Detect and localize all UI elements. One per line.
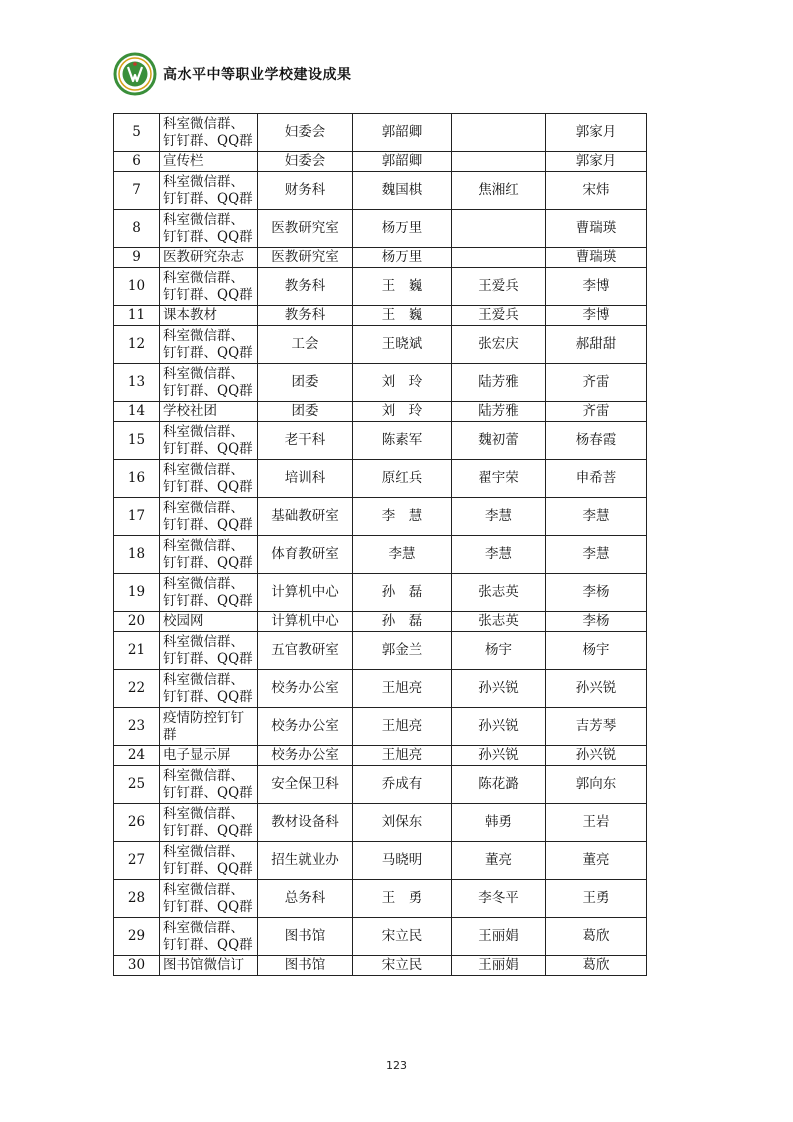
table-row — [114, 402, 647, 422]
person3-cell: 宋炜 — [546, 172, 647, 210]
table-row — [114, 670, 647, 708]
department-cell: 团委 — [258, 402, 353, 422]
school-emblem-icon — [113, 52, 157, 96]
item-name-cell: 课本教材 — [160, 306, 258, 326]
department-cell: 财务科 — [258, 172, 353, 210]
item-name-cell: 科室微信群、钉钉群、QQ群 — [160, 114, 258, 152]
person2-cell — [452, 248, 546, 268]
person3-cell: 孙兴锐 — [546, 746, 647, 766]
person2-cell: 张志英 — [452, 612, 546, 632]
department-cell: 计算机中心 — [258, 574, 353, 612]
person1-cell: 王 巍 — [353, 268, 452, 306]
item-name-cell: 科室微信群、钉钉群、QQ群 — [160, 210, 258, 248]
item-name-cell: 科室微信群、钉钉群、QQ群 — [160, 918, 258, 956]
row-number-cell: 5 — [114, 114, 160, 152]
page-header — [113, 52, 352, 96]
table-row — [114, 268, 647, 306]
person1-cell: 宋立民 — [353, 918, 452, 956]
person3-cell: 孙兴锐 — [546, 670, 647, 708]
item-name-cell: 图书馆微信订 — [160, 956, 258, 976]
person2-cell: 张志英 — [452, 574, 546, 612]
department-cell: 教材设备科 — [258, 804, 353, 842]
table-row — [114, 842, 647, 880]
department-cell: 工会 — [258, 326, 353, 364]
person2-cell: 焦湘红 — [452, 172, 546, 210]
row-number-cell: 20 — [114, 612, 160, 632]
person2-cell — [452, 152, 546, 172]
person1-cell: 王旭亮 — [353, 670, 452, 708]
department-cell: 教务科 — [258, 268, 353, 306]
department-cell: 妇委会 — [258, 114, 353, 152]
person1-cell: 李 慧 — [353, 498, 452, 536]
person3-cell: 葛欣 — [546, 956, 647, 976]
department-cell: 校务办公室 — [258, 670, 353, 708]
table-row — [114, 210, 647, 248]
person3-cell: 葛欣 — [546, 918, 647, 956]
item-name-cell: 学校社团 — [160, 402, 258, 422]
item-name-cell: 科室微信群、钉钉群、QQ群 — [160, 326, 258, 364]
person2-cell: 魏初蕾 — [452, 422, 546, 460]
department-cell: 安全保卫科 — [258, 766, 353, 804]
person3-cell: 董亮 — [546, 842, 647, 880]
department-cell: 招生就业办 — [258, 842, 353, 880]
table-row — [114, 460, 647, 498]
item-name-cell: 医教研究杂志 — [160, 248, 258, 268]
department-cell: 图书馆 — [258, 956, 353, 976]
row-number-cell: 8 — [114, 210, 160, 248]
department-cell: 团委 — [258, 364, 353, 402]
person2-cell: 李慧 — [452, 498, 546, 536]
item-name-cell: 科室微信群、钉钉群、QQ群 — [160, 766, 258, 804]
row-number-cell: 21 — [114, 632, 160, 670]
table-row — [114, 172, 647, 210]
department-cell: 五官教研室 — [258, 632, 353, 670]
person2-cell: 陆芳雅 — [452, 364, 546, 402]
person1-cell: 郭金兰 — [353, 632, 452, 670]
row-number-cell: 13 — [114, 364, 160, 402]
table-row — [114, 612, 647, 632]
person3-cell: 杨宇 — [546, 632, 647, 670]
item-name-cell: 科室微信群、钉钉群、QQ群 — [160, 632, 258, 670]
person3-cell: 郭家月 — [546, 152, 647, 172]
row-number-cell: 24 — [114, 746, 160, 766]
responsibility-table — [113, 113, 647, 976]
person1-cell: 刘 玲 — [353, 364, 452, 402]
row-number-cell: 14 — [114, 402, 160, 422]
item-name-cell: 科室微信群、钉钉群、QQ群 — [160, 536, 258, 574]
person3-cell: 郭向东 — [546, 766, 647, 804]
header-title: 高水平中等职业学校建设成果 — [163, 67, 352, 83]
department-cell: 妇委会 — [258, 152, 353, 172]
department-cell: 校务办公室 — [258, 708, 353, 746]
item-name-cell: 疫情防控钉钉群 — [160, 708, 258, 746]
person1-cell: 魏国棋 — [353, 172, 452, 210]
person1-cell: 刘 玲 — [353, 402, 452, 422]
person3-cell: 吉芳琴 — [546, 708, 647, 746]
table-row — [114, 746, 647, 766]
department-cell: 教务科 — [258, 306, 353, 326]
department-cell: 体育教研室 — [258, 536, 353, 574]
row-number-cell: 16 — [114, 460, 160, 498]
person1-cell: 杨万里 — [353, 248, 452, 268]
person2-cell: 董亮 — [452, 842, 546, 880]
person3-cell: 曹瑞瑛 — [546, 210, 647, 248]
row-number-cell: 27 — [114, 842, 160, 880]
table-row — [114, 632, 647, 670]
table-row — [114, 918, 647, 956]
department-cell: 老干科 — [258, 422, 353, 460]
item-name-cell: 电子显示屏 — [160, 746, 258, 766]
person2-cell: 陈花潞 — [452, 766, 546, 804]
person2-cell: 张宏庆 — [452, 326, 546, 364]
department-cell: 基础教研室 — [258, 498, 353, 536]
person2-cell: 杨宇 — [452, 632, 546, 670]
item-name-cell: 宣传栏 — [160, 152, 258, 172]
person2-cell: 李冬平 — [452, 880, 546, 918]
table-row — [114, 248, 647, 268]
item-name-cell: 科室微信群、钉钉群、QQ群 — [160, 364, 258, 402]
department-cell: 医教研究室 — [258, 248, 353, 268]
person1-cell: 王旭亮 — [353, 746, 452, 766]
row-number-cell: 9 — [114, 248, 160, 268]
person1-cell: 乔成有 — [353, 766, 452, 804]
row-number-cell: 17 — [114, 498, 160, 536]
table-row — [114, 766, 647, 804]
item-name-cell: 科室微信群、钉钉群、QQ群 — [160, 880, 258, 918]
person1-cell: 郭韶卿 — [353, 114, 452, 152]
person2-cell: 李慧 — [452, 536, 546, 574]
page-number: 123 — [386, 1059, 407, 1072]
item-name-cell: 科室微信群、钉钉群、QQ群 — [160, 172, 258, 210]
person1-cell: 王 巍 — [353, 306, 452, 326]
row-number-cell: 23 — [114, 708, 160, 746]
person1-cell: 王晓斌 — [353, 326, 452, 364]
row-number-cell: 26 — [114, 804, 160, 842]
table-row — [114, 152, 647, 172]
person2-cell: 王丽娟 — [452, 918, 546, 956]
item-name-cell: 科室微信群、钉钉群、QQ群 — [160, 574, 258, 612]
person2-cell — [452, 114, 546, 152]
row-number-cell: 29 — [114, 918, 160, 956]
person3-cell: 杨春霞 — [546, 422, 647, 460]
person3-cell: 齐雷 — [546, 402, 647, 422]
person2-cell: 孙兴锐 — [452, 708, 546, 746]
row-number-cell: 7 — [114, 172, 160, 210]
person2-cell — [452, 210, 546, 248]
person1-cell: 李慧 — [353, 536, 452, 574]
row-number-cell: 6 — [114, 152, 160, 172]
department-cell: 校务办公室 — [258, 746, 353, 766]
table-row — [114, 708, 647, 746]
person3-cell: 李杨 — [546, 574, 647, 612]
row-number-cell: 10 — [114, 268, 160, 306]
row-number-cell: 18 — [114, 536, 160, 574]
table-row — [114, 804, 647, 842]
person1-cell: 原红兵 — [353, 460, 452, 498]
person3-cell: 李博 — [546, 306, 647, 326]
person3-cell: 李杨 — [546, 612, 647, 632]
item-name-cell: 科室微信群、钉钉群、QQ群 — [160, 268, 258, 306]
row-number-cell: 22 — [114, 670, 160, 708]
table-row — [114, 956, 647, 976]
department-cell: 图书馆 — [258, 918, 353, 956]
person1-cell: 王 勇 — [353, 880, 452, 918]
department-cell: 计算机中心 — [258, 612, 353, 632]
person2-cell: 孙兴锐 — [452, 670, 546, 708]
row-number-cell: 30 — [114, 956, 160, 976]
row-number-cell: 28 — [114, 880, 160, 918]
department-cell: 医教研究室 — [258, 210, 353, 248]
person1-cell: 杨万里 — [353, 210, 452, 248]
table-row — [114, 364, 647, 402]
person2-cell: 孙兴锐 — [452, 746, 546, 766]
row-number-cell: 19 — [114, 574, 160, 612]
row-number-cell: 11 — [114, 306, 160, 326]
person3-cell: 申希菩 — [546, 460, 647, 498]
person3-cell: 李博 — [546, 268, 647, 306]
person3-cell: 李慧 — [546, 536, 647, 574]
table-row — [114, 574, 647, 612]
person1-cell: 王旭亮 — [353, 708, 452, 746]
person3-cell: 郝甜甜 — [546, 326, 647, 364]
person2-cell: 王爱兵 — [452, 306, 546, 326]
department-cell: 总务科 — [258, 880, 353, 918]
person1-cell: 郭韶卿 — [353, 152, 452, 172]
table-row — [114, 306, 647, 326]
item-name-cell: 校园网 — [160, 612, 258, 632]
person3-cell: 李慧 — [546, 498, 647, 536]
table-row — [114, 880, 647, 918]
person1-cell: 陈素军 — [353, 422, 452, 460]
item-name-cell: 科室微信群、钉钉群、QQ群 — [160, 422, 258, 460]
person2-cell: 韩勇 — [452, 804, 546, 842]
department-cell: 培训科 — [258, 460, 353, 498]
person3-cell: 曹瑞瑛 — [546, 248, 647, 268]
item-name-cell: 科室微信群、钉钉群、QQ群 — [160, 804, 258, 842]
person2-cell: 王丽娟 — [452, 956, 546, 976]
person2-cell: 王爱兵 — [452, 268, 546, 306]
table-row — [114, 498, 647, 536]
person1-cell: 孙 磊 — [353, 574, 452, 612]
person3-cell: 王勇 — [546, 880, 647, 918]
table-row — [114, 536, 647, 574]
person2-cell: 陆芳雅 — [452, 402, 546, 422]
item-name-cell: 科室微信群、钉钉群、QQ群 — [160, 842, 258, 880]
person2-cell: 翟宇荣 — [452, 460, 546, 498]
table-row — [114, 326, 647, 364]
person1-cell: 马晓明 — [353, 842, 452, 880]
row-number-cell: 25 — [114, 766, 160, 804]
person3-cell: 王岩 — [546, 804, 647, 842]
table-row — [114, 114, 647, 152]
person3-cell: 齐雷 — [546, 364, 647, 402]
item-name-cell: 科室微信群、钉钉群、QQ群 — [160, 670, 258, 708]
row-number-cell: 12 — [114, 326, 160, 364]
person3-cell: 郭家月 — [546, 114, 647, 152]
person1-cell: 宋立民 — [353, 956, 452, 976]
table-row — [114, 422, 647, 460]
person1-cell: 孙 磊 — [353, 612, 452, 632]
row-number-cell: 15 — [114, 422, 160, 460]
item-name-cell: 科室微信群、钉钉群、QQ群 — [160, 498, 258, 536]
person1-cell: 刘保东 — [353, 804, 452, 842]
item-name-cell: 科室微信群、钉钉群、QQ群 — [160, 460, 258, 498]
